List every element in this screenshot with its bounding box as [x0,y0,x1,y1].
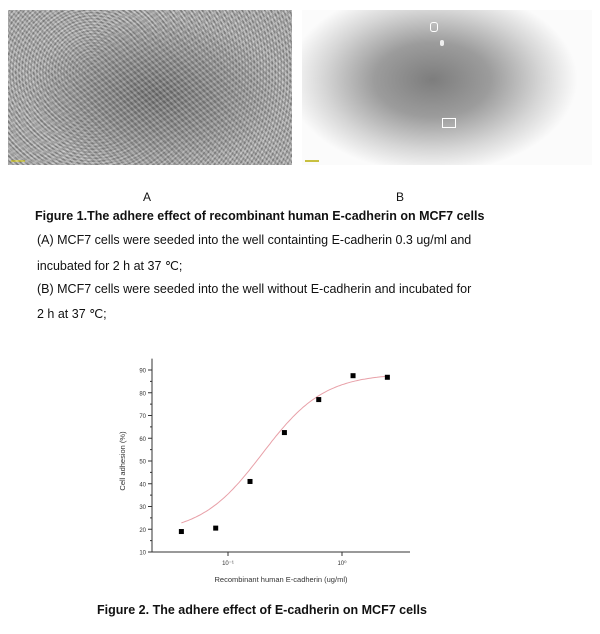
y-tick-label: 90 [139,368,146,375]
data-point [351,373,356,378]
data-point [248,479,253,484]
figure2-caption: Figure 2. The adhere effect of E-cadherin on MCF7 cells [97,603,427,617]
desc-a-line1: (A) MCF7 cells were seeded into the well containting E-cadherin 0.3 ug/ml and [37,233,472,247]
data-point [282,430,287,435]
y-tick-label: 60 [139,436,146,443]
y-tick-label: 30 [139,505,146,511]
data-point [213,526,218,531]
adhesion-chart [0,350,600,590]
desc-b-line2: 2 h at 37 ℃; [37,307,107,321]
x-tick-label: 10⁻¹ [222,561,234,567]
panel-a-label: A [143,190,152,204]
micrograph-a [8,10,292,165]
data-point [385,375,390,380]
y-tick-label: 70 [139,414,146,420]
data-point [316,397,321,402]
x-tick-label: 10⁰ [337,561,347,567]
scale-bar [11,160,25,162]
data-point [179,529,184,534]
panel-b-label: B [396,190,405,204]
y-tick-label: 80 [139,391,146,398]
fit-curve [181,376,387,523]
y-tick-label: 20 [139,527,146,534]
desc-a-line2: incubated for 2 h at 37 ℃; [37,259,183,273]
desc-b-line1: (B) MCF7 cells were seeded into the well without E-cadherin and incubated for [37,282,472,296]
micrograph-b [302,10,592,165]
y-tick-label: 10 [139,550,146,557]
scale-bar [305,160,319,162]
figure1-caption: Figure 1.The adhere effect of recombinant human E-cadherin on MCF7 cells [35,209,485,223]
y-axis-label: Cell adhesion (%) [118,431,127,491]
y-tick-label: 50 [139,459,146,466]
x-axis-label: Recombinant human E-cadherin (ug/ml) [214,575,348,584]
y-tick-label: 40 [139,482,146,489]
